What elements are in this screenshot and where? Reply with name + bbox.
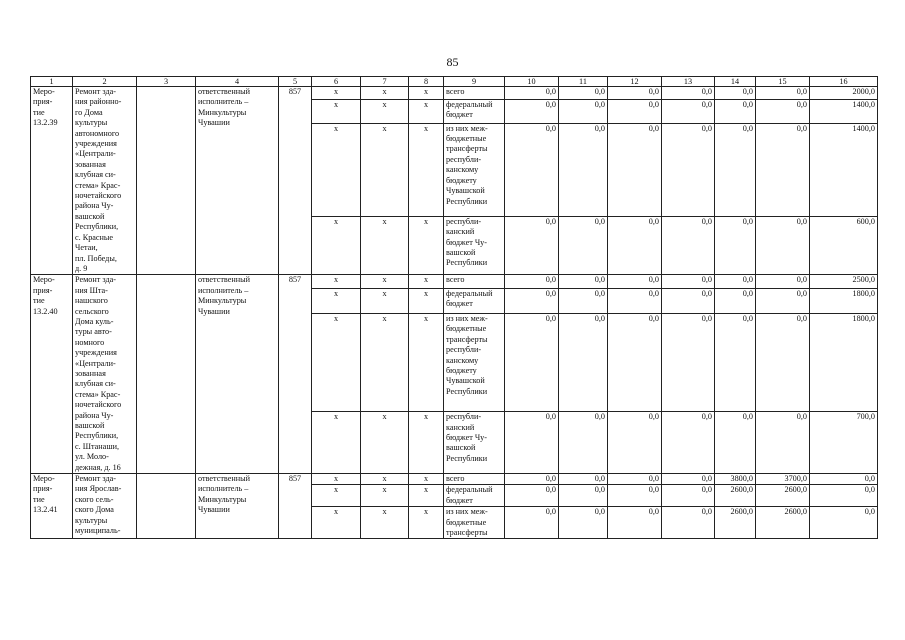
amount-cell: 0,0 — [756, 275, 810, 288]
amount-cell: 0,0 — [608, 87, 662, 100]
code-cell: x — [409, 507, 444, 539]
grbs-code: 857 — [279, 87, 312, 275]
amount-cell: 3800,0 — [715, 474, 756, 485]
code-cell: x — [312, 474, 361, 485]
amount-cell: 1400,0 — [810, 123, 878, 216]
amount-cell: 0,0 — [608, 314, 662, 412]
amount-cell: 0,0 — [608, 123, 662, 216]
code-cell: x — [312, 99, 361, 123]
amount-cell: 0,0 — [505, 87, 559, 100]
code-cell: x — [361, 288, 409, 313]
code-cell: x — [312, 87, 361, 100]
funding-source: федеральный бюджет — [444, 99, 505, 123]
code-cell: x — [312, 507, 361, 539]
code-cell: x — [361, 87, 409, 100]
code-cell: x — [361, 507, 409, 539]
code-cell: x — [361, 474, 409, 485]
amount-cell: 0,0 — [559, 412, 608, 474]
amount-cell: 0,0 — [559, 216, 608, 275]
amount-cell: 0,0 — [608, 474, 662, 485]
code-cell: x — [312, 288, 361, 313]
column-number: 14 — [715, 77, 756, 87]
measure-id: Меро- прия- тие 13.2.41 — [31, 474, 73, 539]
amount-cell: 0,0 — [505, 275, 559, 288]
code-cell: x — [361, 314, 409, 412]
amount-cell: 0,0 — [662, 87, 715, 100]
code-cell: x — [409, 275, 444, 288]
amount-cell: 0,0 — [662, 123, 715, 216]
column-number: 7 — [361, 77, 409, 87]
amount-cell: 0,0 — [662, 99, 715, 123]
funding-source: из них меж- бюджетные трансферты — [444, 507, 505, 539]
amount-cell: 0,0 — [662, 485, 715, 507]
amount-cell: 0,0 — [505, 507, 559, 539]
amount-cell: 0,0 — [559, 99, 608, 123]
code-cell: x — [312, 412, 361, 474]
funding-source: федеральный бюджет — [444, 288, 505, 313]
page-number: 85 — [446, 55, 459, 69]
code-cell: x — [409, 87, 444, 100]
code-cell: x — [409, 99, 444, 123]
column-number: 13 — [662, 77, 715, 87]
amount-cell: 2600,0 — [715, 485, 756, 507]
amount-cell: 0,0 — [810, 507, 878, 539]
table-row — [31, 87, 878, 100]
column-number: 9 — [444, 77, 505, 87]
amount-cell: 700,0 — [810, 412, 878, 474]
column-number: 2 — [73, 77, 137, 87]
amount-cell: 0,0 — [608, 485, 662, 507]
amount-cell: 0,0 — [505, 314, 559, 412]
amount-cell: 0,0 — [505, 216, 559, 275]
amount-cell: 1800,0 — [810, 314, 878, 412]
empty-cell — [137, 474, 196, 539]
amount-cell: 0,0 — [756, 216, 810, 275]
amount-cell: 2600,0 — [756, 485, 810, 507]
amount-cell: 0,0 — [662, 314, 715, 412]
amount-cell: 0,0 — [810, 474, 878, 485]
amount-cell: 0,0 — [715, 216, 756, 275]
code-cell: x — [361, 485, 409, 507]
executor: ответственный исполнитель – Минкультуры Чувашии — [196, 275, 279, 474]
amount-cell: 0,0 — [662, 412, 715, 474]
amount-cell: 0,0 — [715, 288, 756, 313]
amount-cell: 2600,0 — [756, 507, 810, 539]
amount-cell: 0,0 — [505, 412, 559, 474]
amount-cell: 0,0 — [559, 485, 608, 507]
code-cell: x — [312, 123, 361, 216]
amount-cell: 0,0 — [715, 87, 756, 100]
amount-cell: 0,0 — [810, 485, 878, 507]
grbs-code: 857 — [279, 275, 312, 474]
measure-description: Ремонт зда- ния Шта- нашского сельского Дома куль- туры авто- номного учреждения «Централи- зованная клубная си- стема» Крас- ночетайского района Чу- вашской Республики, с. Штанаши, ул. Моло- дежная, д. 16 — [73, 275, 137, 474]
funding-source: из них меж- бюджетные трансферты республи- канскому бюджету Чувашской Республики — [444, 314, 505, 412]
amount-cell: 0,0 — [559, 507, 608, 539]
table-row — [31, 275, 878, 288]
column-number: 6 — [312, 77, 361, 87]
amount-cell: 0,0 — [608, 412, 662, 474]
column-number-row — [31, 77, 878, 87]
code-cell: x — [361, 216, 409, 275]
funding-source: всего — [444, 474, 505, 485]
column-number: 10 — [505, 77, 559, 87]
empty-cell — [137, 275, 196, 474]
amount-cell: 0,0 — [662, 474, 715, 485]
code-cell: x — [312, 314, 361, 412]
column-number: 1 — [31, 77, 73, 87]
amount-cell: 0,0 — [559, 474, 608, 485]
empty-cell — [137, 87, 196, 275]
amount-cell: 0,0 — [756, 87, 810, 100]
column-number: 16 — [810, 77, 878, 87]
funding-source: республи- канский бюджет Чу- вашской Республики — [444, 216, 505, 275]
amount-cell: 3700,0 — [756, 474, 810, 485]
grbs-code: 857 — [279, 474, 312, 539]
amount-cell: 0,0 — [505, 99, 559, 123]
amount-cell: 0,0 — [715, 123, 756, 216]
code-cell: x — [361, 275, 409, 288]
code-cell: x — [409, 123, 444, 216]
column-number: 8 — [409, 77, 444, 87]
amount-cell: 0,0 — [608, 507, 662, 539]
code-cell: x — [409, 216, 444, 275]
code-cell: x — [361, 412, 409, 474]
code-cell: x — [312, 216, 361, 275]
amount-cell: 0,0 — [505, 288, 559, 313]
funding-source: всего — [444, 275, 505, 288]
code-cell: x — [312, 485, 361, 507]
amount-cell: 0,0 — [559, 288, 608, 313]
amount-cell: 0,0 — [756, 99, 810, 123]
amount-cell: 0,0 — [559, 123, 608, 216]
code-cell: x — [361, 99, 409, 123]
amount-cell: 1400,0 — [810, 99, 878, 123]
amount-cell: 0,0 — [608, 275, 662, 288]
column-number: 12 — [608, 77, 662, 87]
amount-cell: 600,0 — [810, 216, 878, 275]
code-cell: x — [361, 123, 409, 216]
code-cell: x — [409, 485, 444, 507]
code-cell: x — [409, 288, 444, 313]
amount-cell: 0,0 — [756, 288, 810, 313]
code-cell: x — [409, 412, 444, 474]
code-cell: x — [312, 275, 361, 288]
column-number: 5 — [279, 77, 312, 87]
measure-description: Ремонт зда- ния районно- го Дома культуры автономного учреждения «Централи- зованная клубная си- стема» Крас- ночетайского района Чу- вашской Республики, с. Красные Четаи, пл. Победы, д. 9 — [73, 87, 137, 275]
amount-cell: 0,0 — [715, 412, 756, 474]
measure-id: Меро- прия- тие 13.2.39 — [31, 87, 73, 275]
column-number: 15 — [756, 77, 810, 87]
funding-source: всего — [444, 87, 505, 100]
amount-cell: 0,0 — [608, 288, 662, 313]
executor: ответственный исполнитель – Минкультуры Чувашии — [196, 474, 279, 539]
amount-cell: 1800,0 — [810, 288, 878, 313]
amount-cell: 0,0 — [756, 412, 810, 474]
executor: ответственный исполнитель – Минкультуры Чувашии — [196, 87, 279, 275]
funding-source: из них меж- бюджетные трансферты республи- канскому бюджету Чувашской Республики — [444, 123, 505, 216]
amount-cell: 0,0 — [756, 314, 810, 412]
amount-cell: 2500,0 — [810, 275, 878, 288]
amount-cell: 0,0 — [715, 314, 756, 412]
column-number: 3 — [137, 77, 196, 87]
amount-cell: 0,0 — [662, 275, 715, 288]
amount-cell: 0,0 — [505, 123, 559, 216]
amount-cell: 2000,0 — [810, 87, 878, 100]
funding-source: федеральный бюджет — [444, 485, 505, 507]
amount-cell: 0,0 — [715, 275, 756, 288]
amount-cell: 0,0 — [559, 87, 608, 100]
amount-cell: 0,0 — [559, 314, 608, 412]
amount-cell: 0,0 — [662, 216, 715, 275]
amount-cell: 0,0 — [662, 288, 715, 313]
code-cell: x — [409, 474, 444, 485]
amount-cell: 0,0 — [662, 507, 715, 539]
amount-cell: 0,0 — [608, 99, 662, 123]
amount-cell: 0,0 — [715, 99, 756, 123]
amount-cell: 0,0 — [505, 474, 559, 485]
funding-source: республи- канский бюджет Чу- вашской Республики — [444, 412, 505, 474]
measure-description: Ремонт зда- ния Ярослав- ского сель- ского Дома культуры муниципаль- — [73, 474, 137, 539]
column-number: 4 — [196, 77, 279, 87]
amount-cell: 0,0 — [608, 216, 662, 275]
budget-table — [30, 76, 878, 539]
amount-cell: 0,0 — [756, 123, 810, 216]
table-row — [31, 474, 878, 485]
measure-id: Меро- прия- тие 13.2.40 — [31, 275, 73, 474]
amount-cell: 0,0 — [559, 275, 608, 288]
code-cell: x — [409, 314, 444, 412]
amount-cell: 2600,0 — [715, 507, 756, 539]
column-number: 11 — [559, 77, 608, 87]
amount-cell: 0,0 — [505, 485, 559, 507]
